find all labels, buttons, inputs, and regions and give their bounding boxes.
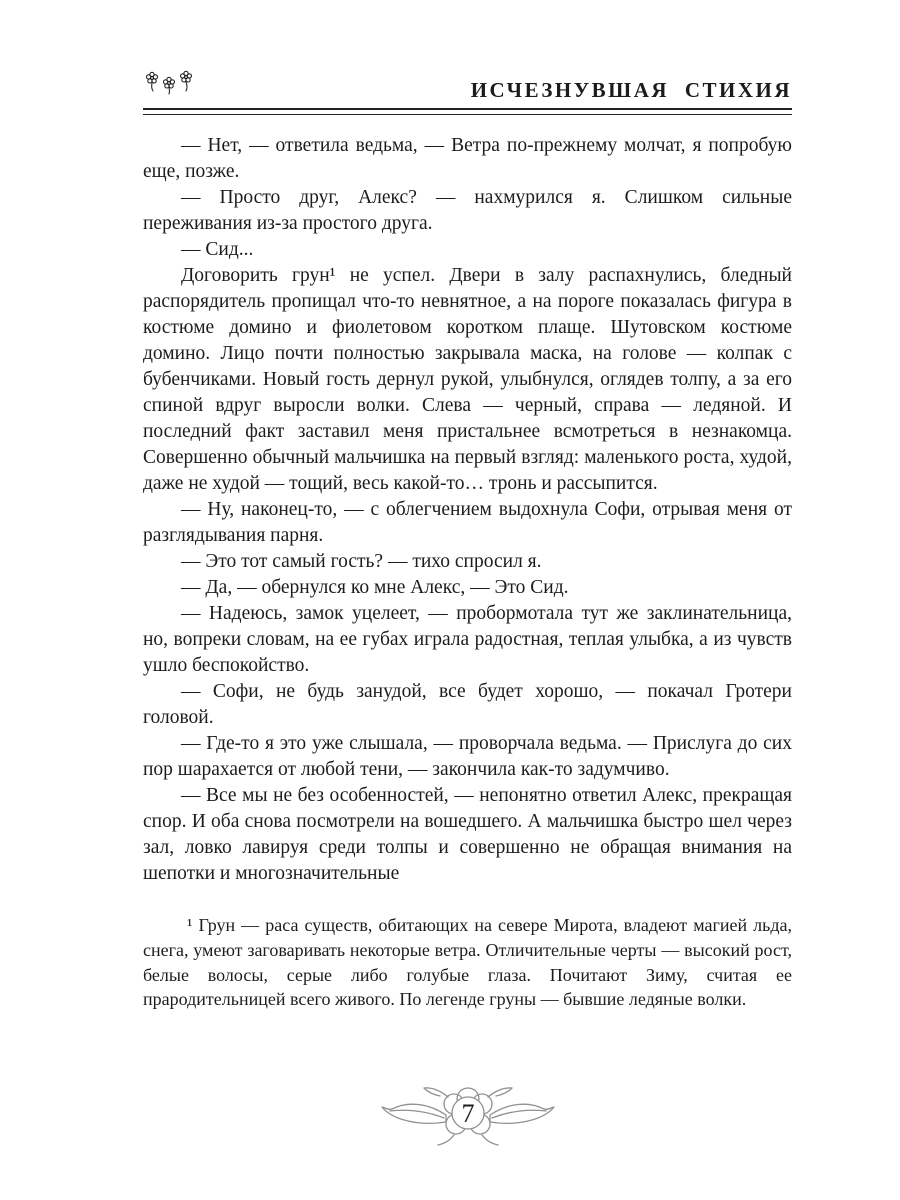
- paragraph: — Просто друг, Алекс? — нахмурился я. Слишком сильные переживания из-за простого друга.: [143, 187, 792, 234]
- page-footer: [143, 1079, 792, 1156]
- paragraph: — Где-то я это уже слышала, — проворчала ведьма. — Прислуга до сих пор шарахается от любой тени, — закончила как-то задумчиво.: [143, 733, 792, 780]
- page-number: 7: [461, 1099, 474, 1128]
- body-text: [143, 133, 792, 887]
- paragraph: — Ну, наконец-то, — с облегчением выдохнула Софи, отрывая меня от разглядывания парня.: [143, 499, 792, 546]
- paragraph: — Все мы не без особенностей, — непонятно ответил Алекс, прекращая спор. И оба снова посмотрели на вошедшего. А мальчишка быстро шел через зал, ловко лавируя среди толпы и совершенно не обращая внимания на шепотки и многозначительные: [143, 785, 792, 884]
- paragraph: — Софи, не будь занудой, все будет хорошо, — покачал Гротери головой.: [143, 681, 792, 728]
- flowers-ornament-icon: [143, 70, 195, 101]
- paragraph: — Надеюсь, замок уцелеет, — пробормотала тут же заклинательница, но, вопреки словам, на ее губах играла радостная, теплая улыбка, а из чувств ушло беспокойство.: [143, 603, 792, 676]
- paragraph: — Да, — обернулся ко мне Алекс, — Это Сид.: [181, 577, 569, 598]
- running-head-title: ИСЧЕЗНУВШАЯ СТИХИЯ: [470, 78, 792, 102]
- paragraph: — Нет, — ответила ведьма, — Ветра по-прежнему молчат, я попробую еще, позже.: [143, 135, 792, 182]
- footnote-text: ¹ Грун — раса существ, обитающих на севере Мирота, владеют магией льда, снега, умеют заговаривать некоторые ветра. Отличительные черты — высокий рост, белые волосы, серые либо голубые глаза. Почитают Зиму, считая ее прародительницей всего живого. По легенде груны — бывшие ледяные волки.: [143, 915, 792, 1010]
- footnote: [143, 913, 792, 1012]
- paragraph: Договорить грун¹ не успел. Двери в залу распахнулись, бледный распорядитель пропищал что-то невнятное, а на пороге показалась фигура в костюме домино и фиолетовом коротком плаще. Шутовском костюме домино. Лицо почти полностью закрывала маска, на голове — колпак с бубенчиками. Новый гость дернул рукой, улыбнулся, оглядев толпу, а за его спиной вдруг выросли волки. Слева — черный, справа — ледяной. И последний факт заставил меня пристальнее всмотреться в незнакомца. Совершенно обычный мальчишка на первый взгляд: маленького роста, худой, даже не худой — тощий, весь какой-то… тронь и рассыпится.: [143, 265, 792, 494]
- paragraph: — Это тот самый гость? — тихо спросил я.: [181, 551, 542, 572]
- floral-wreath-icon: [368, 1079, 568, 1156]
- paragraph: — Сид...: [181, 239, 254, 260]
- header-double-rule: [143, 108, 792, 115]
- page-header: [143, 70, 792, 108]
